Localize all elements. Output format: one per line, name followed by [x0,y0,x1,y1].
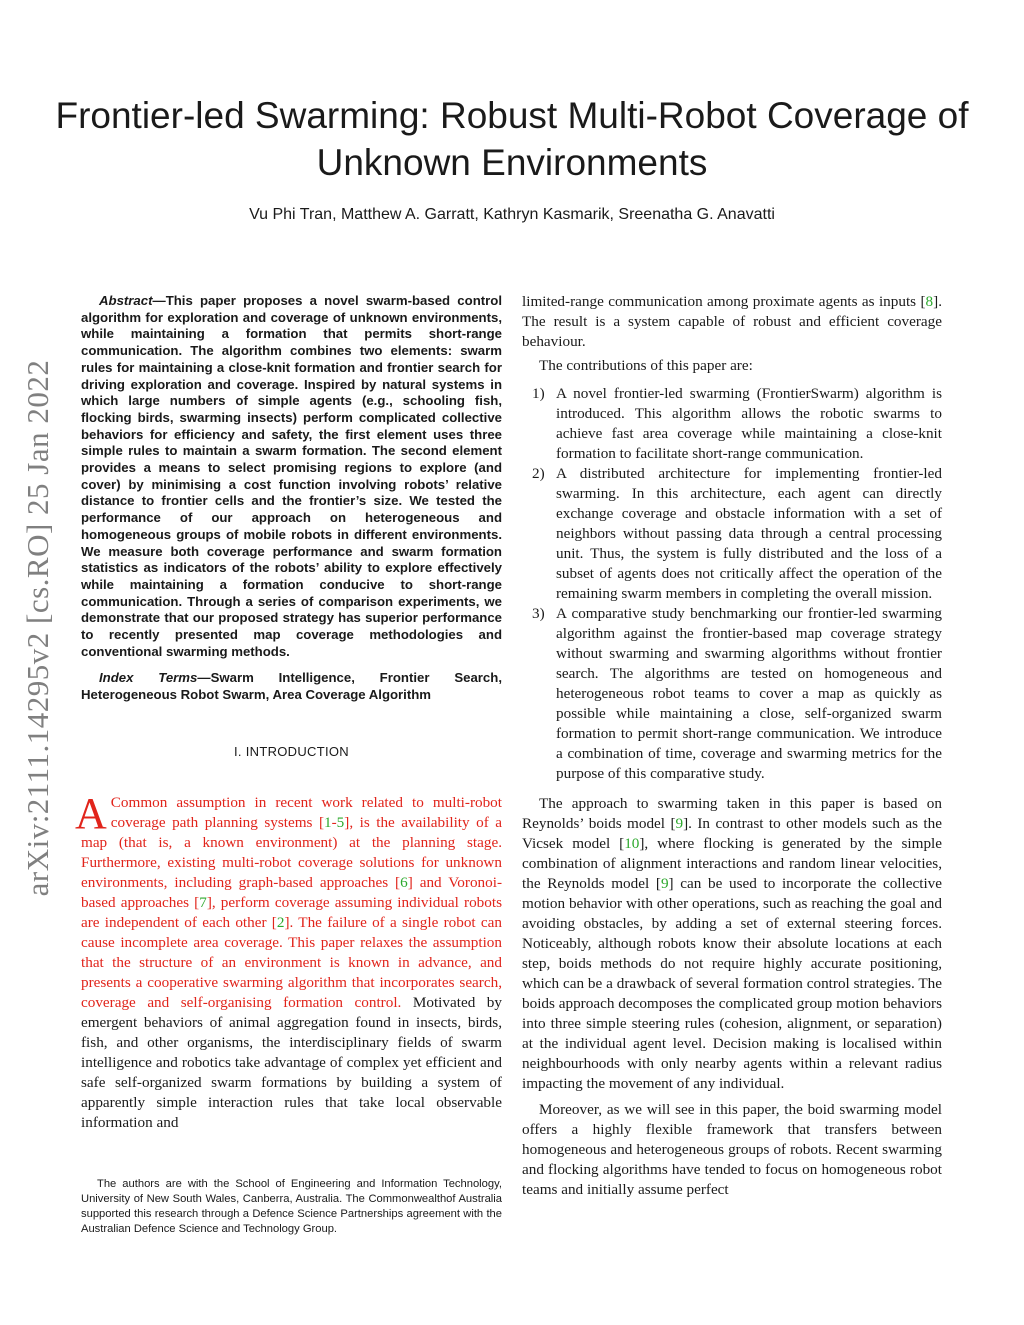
intro-paragraph [75,788,502,1133]
author-list: Vu Phi Tran, Matthew A. Garratt, Kathryn Kasmarik, Sreenatha G. Anavatti [249,206,775,223]
list-item [522,464,942,604]
citation-link[interactable]: 2 [276,913,285,931]
list-number: 1) [532,385,545,402]
citation-link[interactable]: 5 [336,813,345,831]
intro-red-text: ], perform coverage assuming individual robots are independent of each other [ [81,893,502,931]
drop-cap: A [75,788,107,838]
paragraph: Moreover, as we will see in this paper, the boid swarming model offers a highly flexible framework that transfers between homogeneous and heterogeneous groups of robots. Recent swarming and flocking algorithms have tended to focus on homogeneous robot teams and initially assume perfect [522,1101,942,1198]
citation-link[interactable]: 10 [624,835,640,852]
abstract-label: Abstract [99,293,153,308]
footnote-text: The authors are with the School of Engineering and Information Technology, University of New South Wales, Canberra, Australia. The Commonwealthof Australia supported this research through a Defence Science Partnerships agreement with the Australian Defence Science and Technology Group. [81,1178,502,1235]
left-column [75,293,502,1133]
citation-link[interactable]: 7 [199,893,207,911]
paragraph: The contributions of this paper are: [539,357,753,374]
citation-link[interactable]: 9 [660,875,669,892]
citation-link[interactable]: 6 [400,873,408,891]
index-terms-text: —Swarm Intelligence, Frontier Search, Heterogeneous Robot Swarm, Area Coverage Algorithm [81,670,502,703]
footnote [81,1177,502,1237]
list-item [522,384,942,464]
paragraph [522,794,942,1094]
paragraph [522,292,942,352]
paragraph-text: ] can be used to incorporate the collective motion behavior with other operations, such as reaching the goal and avoiding obstacles, by adding a set of external steering forces. Noticeably, although robots know their absolute locations at each step, boids methods do not require highly accurate positioning, which can be a drawback of several formation control strategies. The boids approach decomposes the complicated group motion behaviors into three simple steering rules (cohesion, alignment, or separation) at the individual agent level. Decision making is localised within neighbourhoods with only nearby agents within a relevant radius impacting the movement of any individual. [522,875,943,1092]
intro-red-text: ] and Voronoi-based approaches [ [81,873,502,911]
intro-red-text: ]. The failure of a single robot can cause incomplete area coverage. This paper relaxes the assumption that the structure of an environment is known in advance, and presents a cooperative swarming algorithm that incorporates search, coverage and self-organising formation control. [81,913,502,1011]
paragraph-text: limited-range communication among proximate agents as inputs [ [522,293,926,310]
section-heading-introduction: I. INTRODUCTION [234,743,349,759]
paper-title: Frontier-led Swarming: Robust Multi-Robot Coverage of Unknown Environments [55,95,969,183]
list-item-text: A distributed architecture for implementing frontier-led swarming. In this architecture, each agent can directly exchange coverage and obstacle information with a set of neighbors without passing data through a central processing unit. Thus, the system is fully distributed and the loss of a subset of agents does not critically affect the operation of the remaining swarm members in completing the overall mission. [556,465,942,602]
abstract-text: —This paper proposes a novel swarm-based control algorithm for exploration and coverage of unknown environments, while maintaining a formation that permits short-range communication. The algorithm combines two elements: swarm rules for maintaining a close-knit formation and frontier search for driving exploration and coverage. Inspired by natural systems in which large numbers of simple agents (e.g., schooling fish, flocking birds, swarming insects) perform complicated collective behaviors for efficiency and safety, the first element uses three simple rules to maintain a swarm formation. The second element provides a means to select promising regions to explore (and cover) by minimising a cost function involving robots’ relative distance to frontier cells and the frontier’s size. We tested the performance of our approach on heterogeneous and homogeneous groups of mobile robots in different environments. We measure both coverage performance and swarm formation statistics as indicators of the robots’ ability to explore effectively while maintaining a formation conducive to short-range communication. Through a series of comparison experiments, we demonstrate that our proposed strategy has superior performance to recently presented map coverage methodologies and conventional swarming methods. [81,293,502,659]
citation-link[interactable]: 8 [925,293,934,310]
list-item [522,604,942,784]
citation-link[interactable]: 9 [675,815,684,832]
paragraph-text: ]. In contrast to other models such as the Vicsek model [ [522,815,942,852]
list-number: 2) [532,465,545,482]
index-terms-label: Index Terms [99,670,198,686]
intro-text: Motivated by emergent behaviors of animal aggregation found in insects, birds, fish, and other organisms, the interdisciplinary fields of swarm intelligence and robotics take advantage of complex yet efficient and safe self-organized swarm formations by building a system of apparently simple interaction rules that take local observable information and [81,993,502,1131]
contributions-list [522,384,942,784]
paragraph-text: The approach to swarming taken in this paper is based on Reynolds’ boids model [ [522,795,942,832]
intro-red-text: ], is the availability of a map (that is, a known environment) at the planning stage. Furthermore, existing multi-robot coverage solutions for unknown environments, including graph-based approaches [ [81,813,502,891]
list-number: 3) [532,605,545,622]
arxiv-stamp: arXiv:2111.14295v2 [cs.RO] 25 Jan 2022 [20,359,55,897]
right-column [522,292,942,1200]
list-item-text: A comparative study benchmarking our frontier-led swarming algorithm against the frontier-based map coverage strategy without swarming and swarming algorithms without frontier search. The algorithms are tested on homogeneous and heterogeneous robot teams to cover a map as quickly as possible while maintaining a close, self-organized swarm formation to permit short-range communication. We introduce a combination of time, coverage and swarming metrics for the purpose of this comparative study. [556,605,942,782]
abstract [81,293,502,660]
intro-red-text: - [331,813,337,831]
intro-red-text: Common assumption in recent work related to multi-robot coverage path planning systems [ [110,793,502,831]
list-item-text: A novel frontier-led swarming (FrontierSwarm) algorithm is introduced. This algorithm allows the robotic swarms to achieve fast area coverage while maintaining a close-knit formation to facilitate short-range communication. [556,385,942,462]
paragraph-text: ]. The result is a system capable of robust and efficient coverage behaviour. [522,293,942,350]
citation-link[interactable]: 1 [324,813,332,831]
index-terms [81,670,502,703]
paragraph-text: ], where flocking is generated by the simple combination of alignment interactions and random linear velocities, the Reynolds model [ [522,835,942,892]
